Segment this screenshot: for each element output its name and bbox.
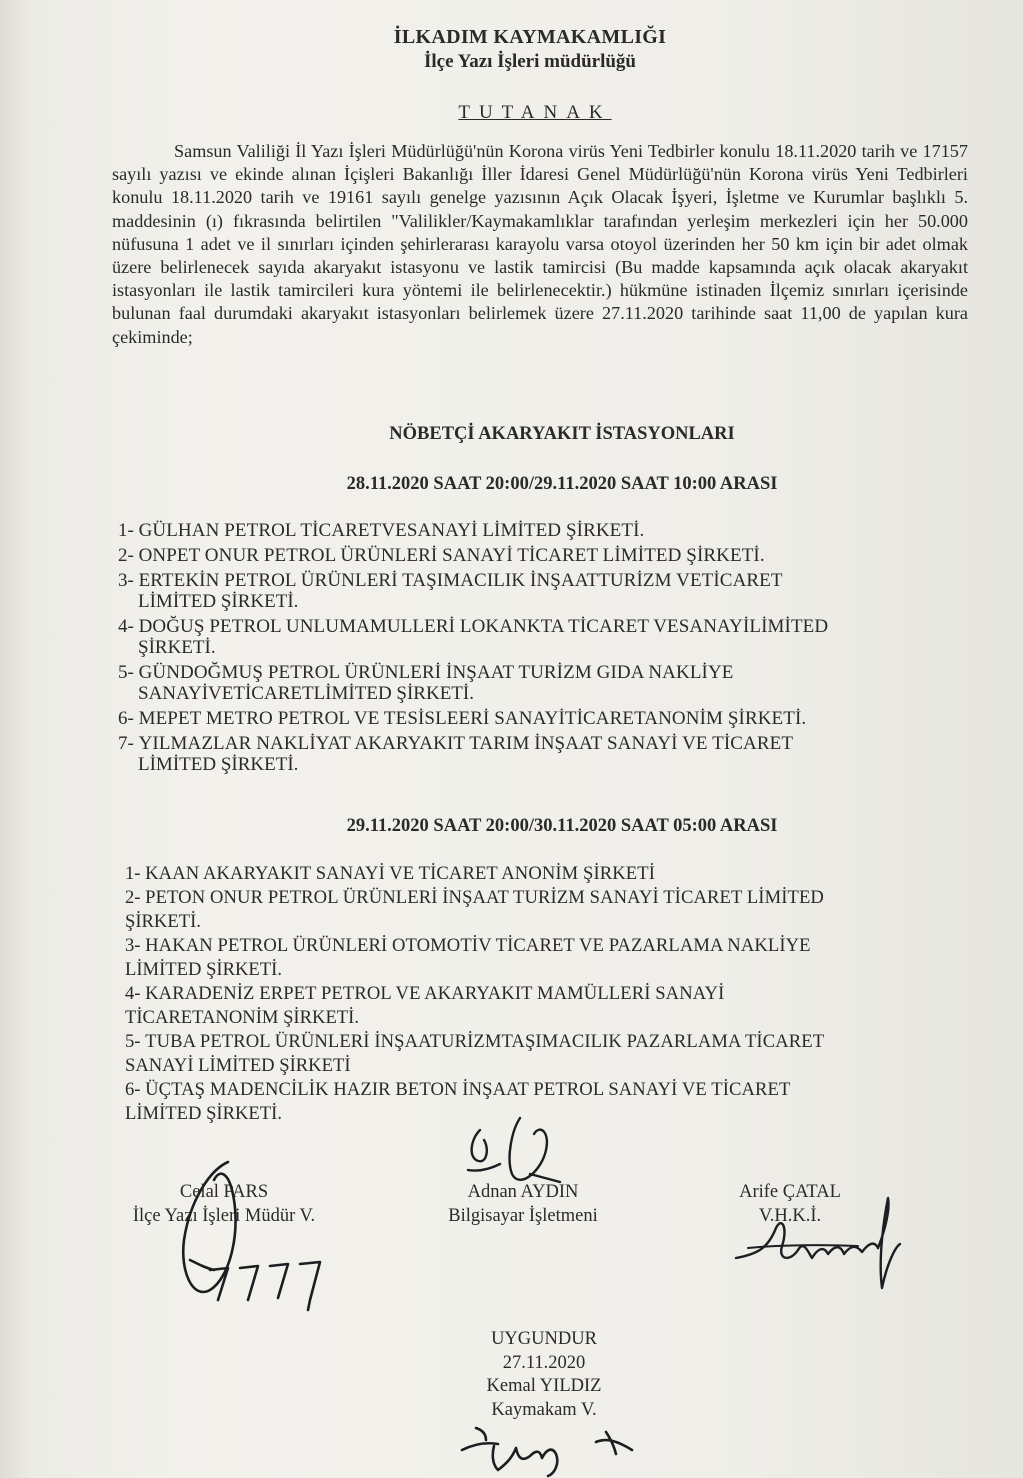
list-item (118, 570, 918, 612)
item-text: KARADENİZ ERPET PETROL VE AKARYAKIT MAMÜLLERİ SANAYİ (145, 983, 725, 1004)
item-text: ÜÇTAŞ MADENCİLİK HAZIR BETON İNŞAAT PETROL SANAYİ VE TİCARET (145, 1079, 791, 1100)
list-item (118, 520, 918, 541)
shift1-list (118, 520, 918, 779)
signatory-3 (720, 1180, 860, 1228)
item-text: TUBA PETROL ÜRÜNLERİ İNŞAATURİZMTAŞIMACILIK PAZARLAMA TİCARET (145, 1031, 825, 1052)
item-text: GÜNDOĞMUŞ PETROL ÜRÜNLERİ İNŞAAT TURİZM GIDA NAKLİYE (138, 662, 734, 683)
approval-signature-scribble (456, 1420, 646, 1478)
item-number: 6- (118, 708, 134, 729)
signatory-title: İlçe Yazı İşleri Müdür V. (132, 1206, 316, 1226)
item-number: 5- (125, 1031, 141, 1052)
item-number: 1- (118, 520, 134, 541)
shift2-list (125, 862, 925, 1126)
shift2-heading: 29.11.2020 SAAT 20:00/30.11.2020 SAAT 05:00 ARASI (346, 816, 778, 836)
item-text-continued: LİMİTED ŞİRKETİ. (138, 754, 299, 775)
signatory-title: V.H.K.İ. (758, 1206, 822, 1226)
signatory-name: Celal PARS (179, 1182, 269, 1202)
item-number: 4- (125, 983, 141, 1004)
item-text: DOĞUŞ PETROL UNLUMAMULLERİ LOKANKTA TİCARET VESANAYİLİMİTED (138, 616, 829, 637)
signatory-1 (108, 1180, 340, 1228)
item-text: GÜLHAN PETROL TİCARETVESANAYİ LİMİTED ŞİRKETİ. (138, 520, 645, 541)
list-item (118, 662, 918, 704)
item-text: YILMAZLAR NAKLİYAT AKARYAKIT TARIM İNŞAAT SANAYİ VE TİCARET (138, 733, 794, 754)
list-item (118, 616, 918, 658)
institution-name: İLKADIM KAYMAKAMLIĞI (393, 26, 667, 48)
item-text-continued: SANAYİ LİMİTED ŞİRKETİ (125, 1055, 351, 1076)
shift1-heading: 28.11.2020 SAAT 20:00/29.11.2020 SAAT 10:00 ARASI (346, 474, 778, 494)
approval-block (444, 1328, 644, 1422)
approver-name: Kemal YILDIZ (486, 1376, 602, 1396)
item-number: 7- (118, 733, 134, 754)
item-text: MEPET METRO PETROL VE TESİSLEERİ SANAYİTİCARETANONİM ŞİRKETİ. (138, 708, 807, 729)
signatory-title: Bilgisayar İşletmeni (448, 1206, 598, 1226)
item-text-continued: LİMİTED ŞİRKETİ. (125, 1103, 282, 1124)
item-number: 2- (125, 887, 141, 908)
signature-1-scribble (170, 1150, 350, 1320)
item-text-continued: ŞİRKETİ. (138, 637, 216, 658)
item-text-continued: LİMİTED ŞİRKETİ. (125, 959, 282, 980)
item-number: 2- (118, 545, 134, 566)
item-number: 4- (118, 616, 134, 637)
list-item (118, 733, 918, 775)
list-item (125, 934, 925, 982)
document-title: TUTANAK (458, 102, 612, 123)
approver-title: Kaymakam V. (491, 1399, 597, 1420)
item-text-continued: LİMİTED ŞİRKETİ. (138, 591, 299, 612)
item-number: 5- (118, 662, 134, 683)
intro-paragraph: Samsun Valiliği İl Yazı İşleri Müdürlüğü'nün Korona virüs Yeni Tedbirler konulu 18.11.2020 tarih ve 17157 sayılı yazısı ve ekinde alınan İçişleri Bakanlığı İller İdaresi Genel Müdürlüğü'nün Korona virüs Yeni Tedbirleri konulu 18.11.2020 tarih ve 19161 sayılı genelge yazısının Açık Olacak İşyeri, İşletme ve Kurumlar başlıklı 5. maddesinin (ı) fıkrasında belirtilen "Valilikler/Kaymakamlıklar tarafından yerleşim merkezleri için her 50.000 nüfusuna 1 adet ve il sınırları içinden şehirlerarası karayolu varsa otoyol üzerinden her 50 km için bir adet olmak üzere belirlenecek sayıda akaryakıt istasyonu ve lastik tamircisi (Bu madde kapsamında açık olacak akaryakıt istasyonları ile lastik tamircileri kura yöntemi ile belirlenecektir.) hükmüne istinaden İlçemiz sınırları içerisinde bulunan faal durumdaki akaryakıt istasyonları belirlemek üzere 27.11.2020 tarihinde saat 11,00 de yapılan kura çekiminde; (112, 141, 968, 347)
item-number: 6- (125, 1079, 141, 1100)
approval-date: 27.11.2020 (502, 1352, 586, 1373)
item-text: ONPET ONUR PETROL ÜRÜNLERİ SANAYİ TİCARET LİMİTED ŞİRKETİ. (138, 545, 765, 566)
signatory-2 (428, 1180, 618, 1228)
item-number: 1- (125, 863, 141, 884)
item-text: PETON ONUR PETROL ÜRÜNLERİ İNŞAAT TURİZM SANAYİ TİCARET LİMİTED (145, 887, 824, 908)
signatory-name: Adnan AYDIN (467, 1182, 579, 1202)
item-text: ERTEKİN PETROL ÜRÜNLERİ TAŞIMACILIK İNŞAATTURİZM VETİCARET (138, 570, 783, 591)
approval-label: UYGUNDUR (491, 1329, 597, 1349)
item-text-continued: SANAYİVETİCARETLİMİTED ŞİRKETİ. (138, 683, 474, 704)
item-number: 3- (125, 935, 141, 956)
list-item (125, 982, 925, 1030)
list-item (125, 1078, 925, 1126)
section-heading: NÖBETÇİ AKARYAKIT İSTASYONLARI (389, 424, 735, 444)
signatory-name: Arife ÇATAL (739, 1182, 841, 1202)
list-item (125, 1030, 925, 1078)
item-text: KAAN AKARYAKIT SANAYİ VE TİCARET ANONİM ŞİRKETİ (145, 863, 656, 884)
list-item (118, 708, 918, 729)
item-text-continued: TİCARETANONİM ŞİRKETİ. (125, 1007, 360, 1028)
list-item (125, 886, 925, 934)
document-header (300, 26, 760, 73)
item-text-continued: ŞİRKETİ. (125, 911, 201, 932)
list-item (125, 862, 925, 886)
item-number: 3- (118, 570, 134, 591)
item-text: HAKAN PETROL ÜRÜNLERİ OTOMOTİV TİCARET VE PAZARLAMA NAKLİYE (145, 935, 811, 956)
department-name: İlçe Yazı İşleri müdürlüğü (424, 51, 636, 72)
list-item (118, 545, 918, 566)
